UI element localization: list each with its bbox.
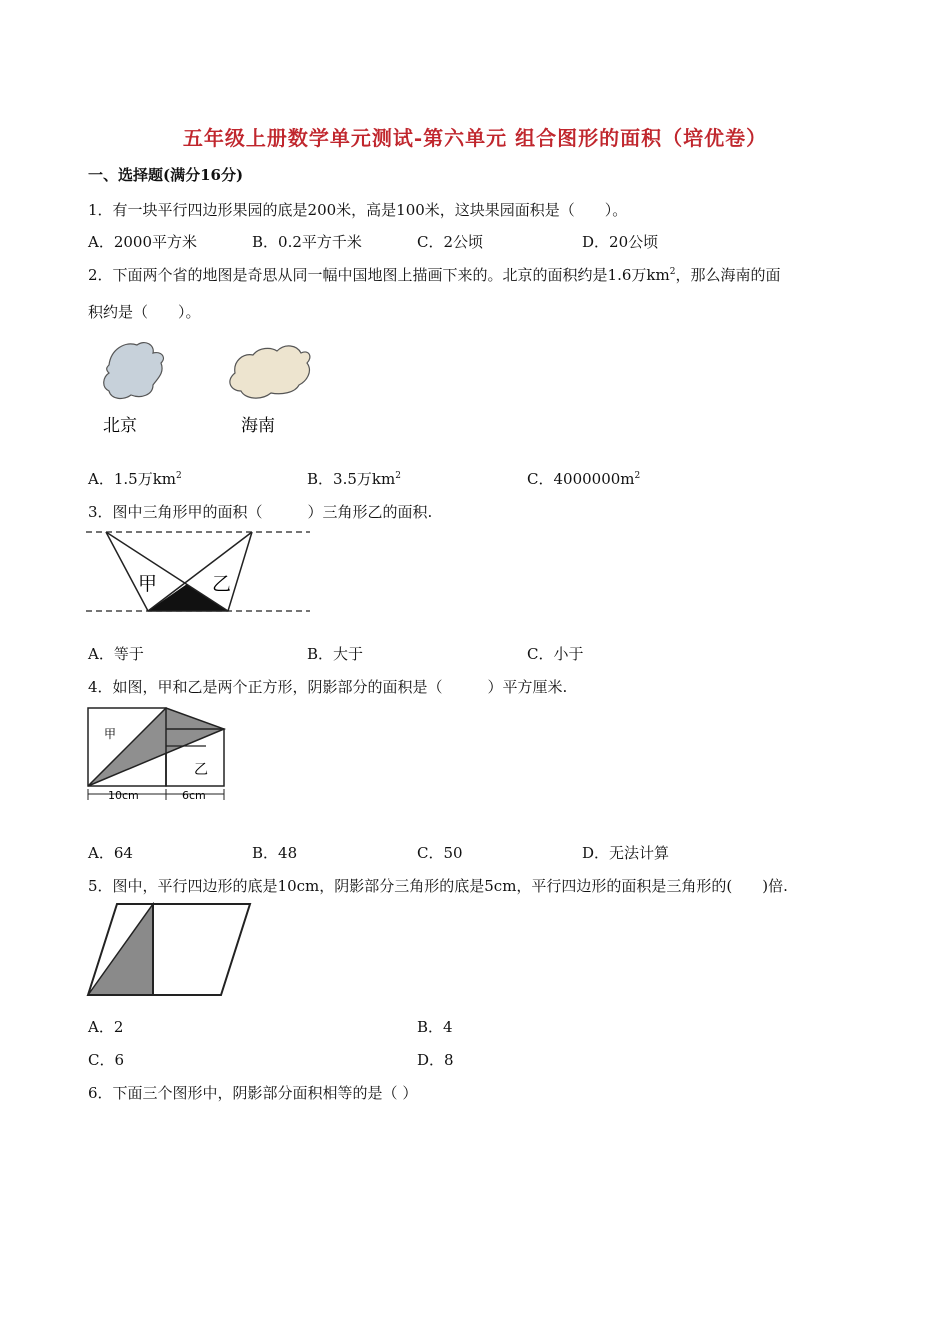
q5-option-d[interactable]: D．8 — [417, 1051, 454, 1069]
q4-squares-figure — [86, 706, 232, 804]
q2-option-c-sup: 2 — [634, 471, 641, 481]
question-6-stem: 6．下面三个图形中，阴影部分面积相等的是（ ） — [88, 1084, 418, 1102]
q2-superscript: 2 — [669, 267, 676, 277]
q3-option-c[interactable]: C．小于 — [527, 645, 584, 663]
q2-stem-part2: ，那么海南的面 — [675, 266, 781, 284]
q2-option-a-text: A．1.5万km — [88, 470, 177, 488]
q2-option-c-text: C．4000000m — [527, 470, 635, 488]
q3-option-b[interactable]: B．大于 — [307, 645, 364, 663]
q5-option-c[interactable]: C．6 — [88, 1051, 125, 1069]
q4-option-b[interactable]: B．48 — [252, 844, 298, 862]
q3-triangles-figure — [86, 526, 314, 618]
question-2-stem-line2: 积约是（ ）。 — [88, 303, 201, 321]
q1-option-b[interactable]: B．0.2平方千米 — [252, 233, 362, 251]
beijing-label: 北京 — [103, 416, 137, 436]
q4-label-jia: 甲 — [104, 727, 117, 741]
q5-shaded-triangle — [88, 904, 153, 995]
q2-stem-part1: 2．下面两个省的地图是奇思从同一幅中国地图上描画下来的。北京的面积约是1.6万km — [88, 266, 670, 284]
q4-dim-6cm: 6cm — [182, 789, 206, 802]
hainan-label: 海南 — [241, 416, 275, 436]
q2-option-b[interactable] — [307, 468, 401, 489]
q1-option-d[interactable]: D．20公顷 — [582, 233, 659, 251]
question-3-stem: 3．图中三角形甲的面积（ ）三角形乙的面积. — [88, 503, 433, 521]
q5-option-b[interactable]: B．4 — [417, 1018, 453, 1036]
q5-option-a[interactable]: A．2 — [88, 1018, 124, 1036]
question-1-stem: 1．有一块平行四边形果园的底是200米，高是100米，这块果园面积是（ ）。 — [88, 201, 628, 219]
q2-option-b-sup: 2 — [395, 471, 401, 481]
question-4-stem: 4．如图，甲和乙是两个正方形，阴影部分的面积是（ ）平方厘米. — [88, 678, 568, 696]
page-title: 五年级上册数学单元测试-第六单元 组合图形的面积（培优卷） — [182, 126, 768, 150]
q2-option-b-text: B．3.5万km — [307, 470, 396, 488]
q1-option-c[interactable]: C．2公顷 — [417, 233, 484, 251]
beijing-map-shape — [104, 343, 164, 399]
label-jia: 甲 — [138, 573, 158, 595]
q2-option-c[interactable] — [527, 468, 640, 489]
q2-maps-figure — [95, 335, 325, 445]
q4-option-c[interactable]: C．50 — [417, 844, 463, 862]
label-yi: 乙 — [212, 573, 232, 595]
question-5-stem: 5．图中，平行四边形的底是10cm，阴影部分三角形的底是5cm，平行四边形的面积是三角形的( )倍. — [88, 877, 788, 895]
q2-option-a-sup: 2 — [176, 471, 182, 481]
section-heading: 一、选择题(满分16分) — [88, 166, 244, 184]
question-2-stem — [88, 264, 780, 285]
q4-option-d[interactable]: D．无法计算 — [582, 844, 670, 862]
q1-option-a[interactable]: A．2000平方米 — [88, 233, 198, 251]
hainan-map-shape — [230, 346, 310, 398]
q2-option-a[interactable] — [88, 468, 182, 489]
q4-label-yi: 乙 — [194, 762, 208, 778]
q4-dim-10cm: 10cm — [108, 789, 139, 802]
q5-parallelogram-figure — [86, 902, 256, 998]
q4-option-a[interactable]: A．64 — [88, 844, 133, 862]
q3-option-a[interactable]: A．等于 — [88, 645, 144, 663]
